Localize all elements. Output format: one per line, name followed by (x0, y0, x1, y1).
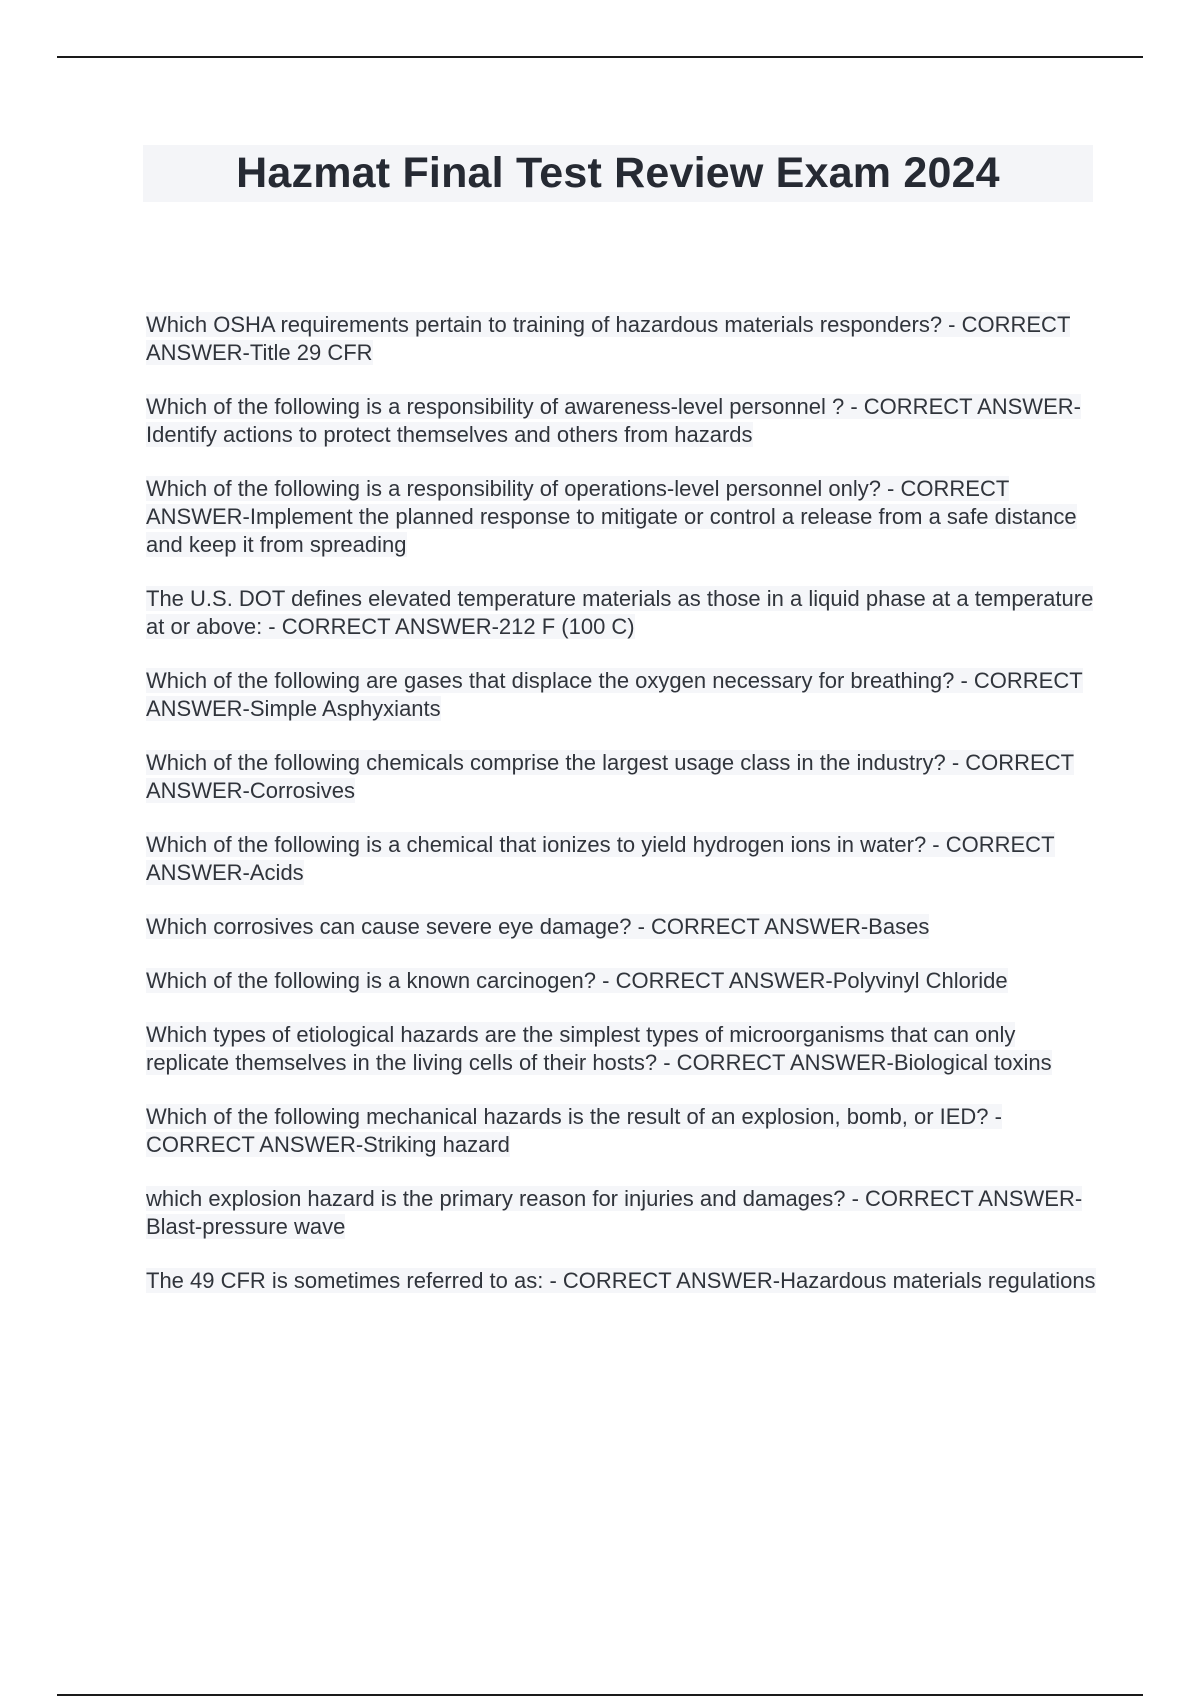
qa-item (146, 1021, 1096, 1077)
qa-item (146, 831, 1096, 887)
qa-item (146, 1267, 1096, 1295)
qa-text: The U.S. DOT defines elevated temperature materials as those in a liquid phase at a temperature at or above: - CORRECT ANSWER-212 F (100 C) (146, 586, 1094, 639)
qa-text: Which corrosives can cause severe eye damage? - CORRECT ANSWER-Bases (146, 914, 930, 939)
qa-text: Which of the following are gases that displace the oxygen necessary for breathing? - CORRECT ANSWER-Simple Asphyxiants (146, 668, 1083, 721)
qa-item (146, 913, 1096, 941)
bottom-divider (57, 1694, 1143, 1696)
qa-text: Which of the following is a responsibility of operations-level personnel only? - CORRECT ANSWER-Implement the planned response to mitigate or control a release from a safe distance and keep it from spreading (146, 476, 1077, 557)
qa-text: Which types of etiological hazards are the simplest types of microorganisms that can only replicate themselves in the living cells of their hosts? - CORRECT ANSWER-Biological toxins (146, 1022, 1052, 1075)
qa-text: Which of the following chemicals comprise the largest usage class in the industry? - CORRECT ANSWER-Corrosives (146, 750, 1075, 803)
title-band (143, 145, 1093, 202)
qa-item (146, 585, 1096, 641)
qa-text: Which of the following is a known carcinogen? - CORRECT ANSWER-Polyvinyl Chloride (146, 968, 1008, 993)
qa-text: Which of the following is a chemical that ionizes to yield hydrogen ions in water? - CORRECT ANSWER-Acids (146, 832, 1055, 885)
qa-text: The 49 CFR is sometimes referred to as: - CORRECT ANSWER-Hazardous materials regulations (146, 1268, 1096, 1293)
qa-item (146, 475, 1096, 559)
top-divider (57, 56, 1143, 58)
qa-item (146, 1103, 1096, 1159)
qa-text: Which of the following is a responsibility of awareness-level personnel ? - CORRECT ANSWER-Identify actions to protect themselves and others from hazards (146, 394, 1081, 447)
qa-text: Which OSHA requirements pertain to training of hazardous materials responders? - CORRECT ANSWER-Title 29 CFR (146, 312, 1071, 365)
document-title: Hazmat Final Test Review Exam 2024 (236, 149, 1000, 197)
qa-text: Which of the following mechanical hazards is the result of an explosion, bomb, or IED? - CORRECT ANSWER-Striking hazard (146, 1104, 1002, 1157)
qa-item (146, 749, 1096, 805)
qa-item (146, 1185, 1096, 1241)
qa-text: which explosion hazard is the primary reason for injuries and damages? - CORRECT ANSWER-Blast-pressure wave (146, 1186, 1083, 1239)
qa-item (146, 967, 1096, 995)
qa-item (146, 311, 1096, 367)
qa-item (146, 667, 1096, 723)
qa-list (146, 311, 1096, 1321)
qa-item (146, 393, 1096, 449)
